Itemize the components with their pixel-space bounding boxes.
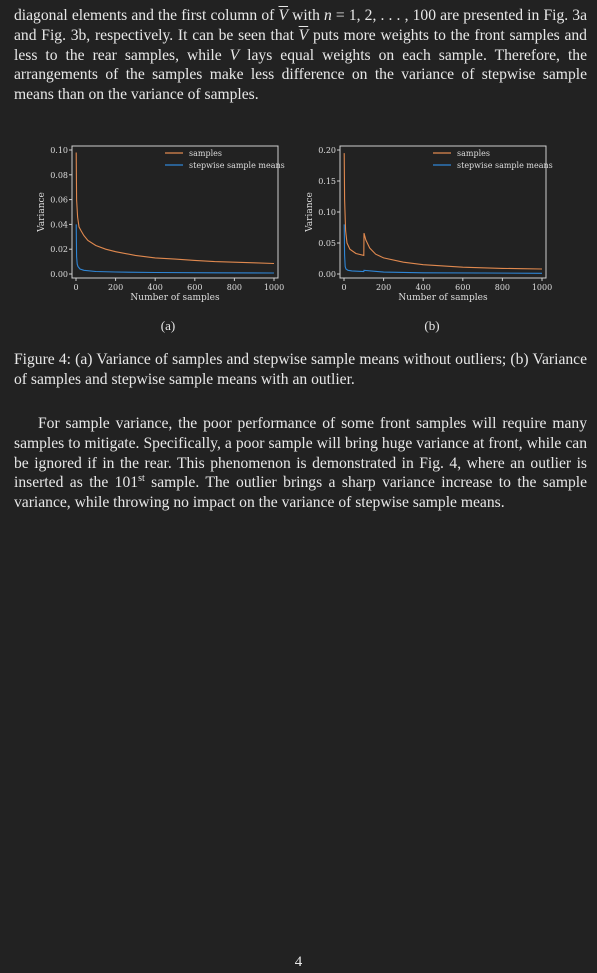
legend-entry: samples: [189, 149, 222, 158]
figure-a: [28, 140, 288, 340]
x-tick-label: 200: [375, 283, 392, 292]
text-fragment: puts more weights to the front samples and less to the rear samples, while: [14, 26, 587, 64]
text-fragment: lays equal weights on each sample. Therefore, the arrangements of the samples make less difference on the variance of stepwise sample means than on the variance of samples.: [14, 46, 587, 104]
series-line-samples: [344, 153, 542, 269]
y-tick-label: 0.00: [50, 270, 68, 279]
y-tick-label: 0.20: [318, 146, 336, 155]
page-number: 4: [294, 954, 303, 970]
x-tick-label: 0: [73, 283, 79, 292]
legend-entry: stepwise sample means: [189, 161, 285, 170]
text-fragment: diagonal elements and the first column of: [14, 7, 279, 24]
x-tick-label: 600: [455, 283, 471, 292]
x-tick-label: 1000: [263, 283, 285, 292]
y-tick-label: 0.08: [50, 170, 68, 180]
legend-entry: stepwise sample means: [457, 161, 553, 170]
subfigure-label-b: (b): [424, 318, 440, 333]
y-axis-label: Variance: [305, 192, 315, 232]
superscript: st: [138, 473, 145, 485]
math-v: V: [229, 46, 240, 64]
figure-b: [296, 140, 556, 340]
math-n: n: [324, 7, 332, 24]
x-tick-label: 800: [494, 283, 511, 292]
y-tick-label: 0.10: [318, 208, 336, 217]
y-axis-label: Variance: [37, 192, 47, 232]
x-axis-label: Number of samples: [130, 293, 220, 303]
paragraph-intro: [14, 6, 587, 105]
chart-b: [296, 140, 556, 315]
x-axis-label: Number of samples: [398, 293, 488, 303]
y-tick-label: 0.00: [318, 270, 336, 279]
text-fragment: sample. The outlier brings a sharp variance increase to the sample variance, while throwing no impact on the variance of stepwise sample means.: [14, 474, 587, 512]
x-tick-label: 1000: [531, 283, 553, 292]
legend-entry: samples: [457, 149, 490, 158]
x-tick-label: 400: [147, 283, 163, 292]
x-tick-label: 200: [107, 283, 124, 292]
y-tick-label: 0.15: [318, 177, 336, 186]
x-tick-label: 600: [187, 283, 203, 292]
text-fragment: For sample variance, the poor performance of some front samples will require many samples to mitigate. Specifically, a poor sample will bring huge variance at front, while can be ignored if in the rear. This phenomenon is demonstrated in Fig. 4, where an outlier is inserted as the 101: [14, 415, 587, 492]
paragraph-outlier: [14, 414, 587, 513]
x-tick-label: 400: [415, 283, 431, 292]
y-tick-label: 0.06: [50, 195, 68, 205]
y-tick-label: 0.05: [318, 239, 336, 248]
math-vbar: $\overline{V}$: [278, 7, 289, 24]
x-tick-label: 0: [341, 283, 347, 292]
math-vbar: $\overline{V}$: [298, 26, 309, 44]
x-tick-label: 800: [226, 283, 243, 292]
chart-a: [28, 140, 288, 315]
subfigure-label-a: (a): [160, 318, 176, 333]
y-tick-label: 0.04: [50, 220, 68, 230]
figure-caption: Figure 4: (a) Variance of samples and stepwise sample means without outliers; (b) Variance of samples and stepwise sample means with an outlier.: [14, 351, 587, 388]
y-tick-label: 0.02: [50, 245, 68, 255]
y-tick-label: 0.10: [50, 146, 68, 155]
text-fragment: with: [288, 7, 324, 24]
text-fragment: = 1, 2, . . . , 100 are presented in Fig. 3a and Fig. 3b, respectively. It can be seen that: [14, 7, 587, 44]
